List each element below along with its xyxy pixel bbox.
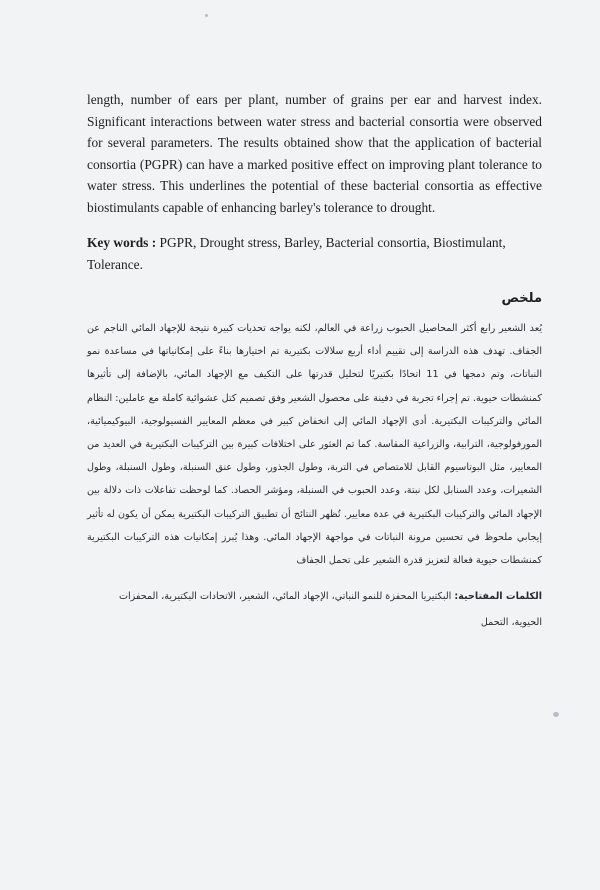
arabic-keywords-list: البكتيريا المحفزة للنمو النباتي، الإجهاد المائي، الشعير، الاتحادات البكتيرية، المحفزات الحيوية، التحمل <box>118 591 542 629</box>
arabic-abstract-body: يُعد الشعير رابع أكثر المحاصيل الحبوب زراعة في العالم، لكنه يواجه تحديات كبيرة نتيجة للإجهاد المائي الناجم عن الجفاف. تهدف هذه الدراسة إلى تقييم أداء أربع سلالات بكتيرية تم اختيارها بناءً على إمكانياتها في مساعدة نمو النباتات، وتم دمجها في 11 اتحادًا بكتيريًا لتحليل قدرتها على التكيف مع الإجهاد المائي، بالإضافة إلى تأثيرها كمنشطات حيوية. تم إجراء تجربة في دفينة على محصول الشعير وفق تصميم كتل عشوائية كاملة مع عاملين: النظام المائي والتركيبات البكتيرية. أدى الإجهاد المائي إلى انخفاض كبير في معظم المعايير الفسيولوجية، البيوكيميائية، المورفولوجية، الترابية، والزراعية المقاسة. كما تم العثور على اختلافات كبيرة بين التركيبات البكتيرية في العديد من المعايير، مثل البوتاسيوم القابل للامتصاص في التربة، وطول الجذور، وطول عنق السنبلة، وطول السنبلة، وطول الشعيرات، وعدد السنابل لكل نبتة، وعدد الحبوب في السنبلة، ومؤشر الحصاد. كما لوحظت تفاعلات ذات دلالة بين الإجهاد المائي والتركيبات البكتيرية في عدة معايير. تُظهر النتائج أن تطبيق التركيبات البكتيرية يمكن أن يكون له تأثير إيجابي ملحوظ في تحسين مرونة النباتات في مواجهة الإجهاد المائي. وهذا يُبرز إمكانيات هذه التركيبات البكتيرية كمنشطات حيوية فعالة لتعزيز قدرة الشعير على تحمل الجفاف <box>87 323 542 567</box>
english-abstract-text: length, number of ears per plant, number of grains per ear and harvest index. Significant interactions between water stress and bacterial consortia were observed for several parameters. The results obtained show that the application of bacterial consortia (PGPR) can have a marked positive effect on improving plant tolerance to water stress. This underlines the potential of these bacterial consortia as effective biostimulants capable of enhancing barley's tolerance to drought. <box>87 92 542 215</box>
english-keywords-list: PGPR, Drought stress, Barley, Bacterial consortia, Biostimulant, Tolerance. <box>87 235 506 272</box>
english-keywords <box>87 232 542 275</box>
arabic-abstract-title: ملخص <box>501 291 542 306</box>
page-text-flow <box>87 89 542 636</box>
scan-speck <box>205 14 208 17</box>
scan-speck <box>553 712 559 717</box>
arabic-keywords-label: الكلمات المفتاحية: <box>454 591 542 603</box>
arabic-keywords <box>87 584 542 636</box>
english-keywords-label: Key words : <box>87 235 157 250</box>
